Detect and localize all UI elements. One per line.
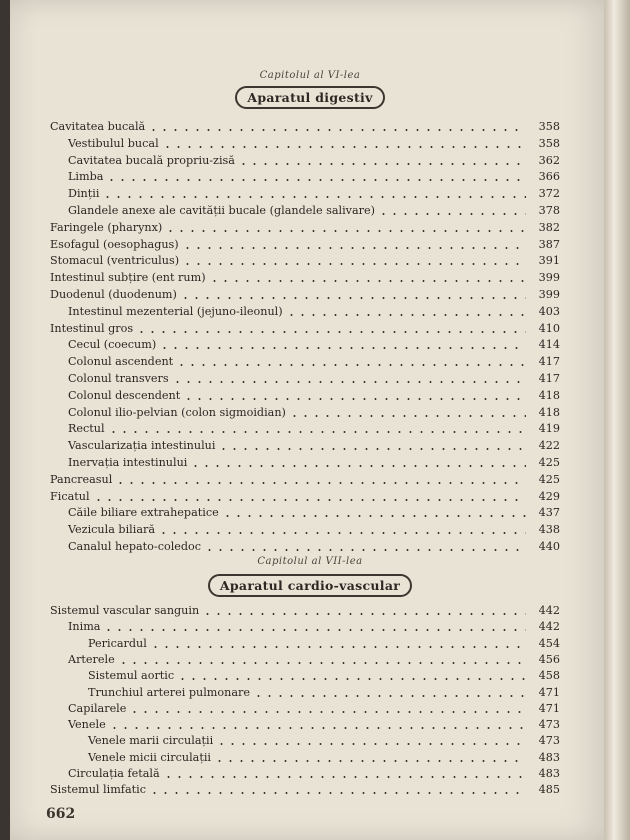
toc-entry-title: Colonul transvers — [68, 372, 169, 385]
toc-entry — [50, 320, 560, 336]
toc-entry-page: 471 — [538, 685, 560, 699]
toc-entry-title: Venele marii circulații — [88, 734, 214, 748]
toc-entry-page: 414 — [538, 338, 560, 352]
toc-entry — [50, 152, 560, 168]
toc-entry — [50, 202, 560, 218]
toc-entry — [50, 236, 560, 252]
toc-entry-title: Faringele (pharynx) — [50, 220, 163, 234]
toc-entry-page: 471 — [538, 701, 560, 715]
toc-entry — [50, 602, 560, 618]
dot-leader — [118, 655, 526, 665]
dot-leader — [177, 671, 526, 681]
toc-entry-page: 399 — [538, 271, 560, 285]
toc-entry-title: Venele — [68, 718, 106, 732]
toc-entry — [50, 667, 560, 683]
toc-entry-title: Vestibulul bucal — [68, 136, 159, 150]
toc-entry-title: Capilarele — [68, 701, 127, 715]
dot-leader — [162, 139, 526, 149]
toc-entry — [50, 353, 560, 369]
toc-entry — [50, 488, 560, 504]
toc-entry — [50, 437, 560, 453]
dot-leader — [149, 785, 526, 795]
toc-entry-page: 458 — [538, 669, 560, 683]
dot-leader — [109, 720, 526, 730]
toc-entry-title: Colonul ascendent — [68, 355, 174, 369]
dot-leader — [150, 639, 526, 649]
toc-entry — [50, 420, 560, 436]
toc-entry-page: 391 — [538, 254, 560, 268]
toc-entry — [50, 618, 560, 634]
toc-entry-title: Intestinul subțire (ent rum) — [50, 271, 206, 285]
chapter-7-title-text: Aparatul cardio-vascular — [208, 574, 412, 597]
toc-entry-page: 440 — [538, 540, 560, 553]
toc-entry-page: 483 — [538, 767, 560, 780]
dot-leader — [183, 391, 526, 401]
toc-entry — [50, 118, 560, 134]
toc-entry-title: Rectul — [68, 422, 105, 436]
toc-entry-title: Stomacul (ventriculus) — [50, 254, 180, 268]
toc-entry-page: 417 — [538, 372, 560, 385]
dot-leader — [204, 542, 526, 552]
toc-entry-page: 419 — [538, 422, 560, 436]
toc-entry — [50, 538, 560, 554]
chapter-6-title — [10, 86, 610, 109]
toc-entry — [50, 765, 560, 781]
toc-entry — [50, 185, 560, 201]
chapter-7-label: Capitolul al VII-lea — [257, 556, 363, 567]
page-edge — [604, 0, 630, 840]
chapter-6-title-text: Aparatul digestiv — [235, 86, 384, 109]
toc-entry — [50, 168, 560, 184]
toc-entry-page: 454 — [538, 636, 560, 650]
toc-entry — [50, 252, 560, 268]
toc-entry-page: 387 — [538, 237, 560, 251]
toc-entry — [50, 732, 560, 748]
toc-entry-title: Cecul (coecum) — [68, 338, 157, 352]
toc-entry-page: 425 — [538, 456, 560, 469]
toc-entry-page: 382 — [538, 220, 560, 234]
toc-entry-title: Sistemul vascular sanguin — [50, 604, 200, 617]
toc-entry-title: Pancreasul — [50, 472, 113, 486]
dot-leader — [93, 492, 526, 502]
dot-leader — [136, 324, 526, 334]
toc-entry — [50, 370, 560, 386]
dot-leader — [289, 408, 526, 418]
toc-entry-title: Limba — [68, 170, 104, 184]
toc-entry-page: 485 — [538, 783, 560, 797]
dot-leader — [182, 256, 526, 266]
dot-leader — [102, 189, 526, 199]
toc-entry-page: 410 — [538, 321, 560, 335]
book-page — [10, 0, 610, 840]
toc-entry — [50, 716, 560, 732]
dot-leader — [218, 441, 526, 451]
dot-leader — [106, 172, 526, 182]
toc-entry-page: 473 — [538, 718, 560, 732]
toc-entry-title: Inima — [68, 620, 101, 634]
toc-entry-page: 418 — [538, 388, 560, 402]
toc-entry-title: Colonul descendent — [68, 388, 181, 402]
toc-entry-title: Intestinul mezenterial (jejuno-ileonul) — [68, 304, 283, 318]
toc-entry-page: 425 — [538, 472, 560, 486]
toc-entry-page: 403 — [538, 304, 560, 318]
toc-entry-page: 366 — [538, 170, 560, 184]
toc-entry — [50, 286, 560, 302]
toc-entry-title: Trunchiul arterei pulmonare — [88, 685, 250, 699]
dot-leader — [216, 736, 526, 746]
toc-entry-page: 429 — [538, 489, 560, 503]
toc-entry — [50, 749, 560, 765]
toc-entry-title: Cavitatea bucală — [50, 120, 146, 133]
toc-entry-title: Cavitatea bucală propriu-zisă — [68, 153, 235, 167]
toc-entry-title: Inervația intestinului — [68, 456, 188, 469]
toc-entry-page: 372 — [538, 187, 560, 201]
toc-entry — [50, 336, 560, 352]
toc-entry-page: 473 — [538, 734, 560, 748]
toc-entry-title: Dinții — [68, 187, 100, 201]
toc-entry-page: 442 — [538, 604, 560, 617]
toc-entry-title: Venele micii circulații — [88, 750, 211, 764]
dot-leader — [190, 458, 526, 468]
toc-entry-page: 417 — [538, 355, 560, 369]
toc-entry — [50, 454, 560, 470]
toc-entry — [50, 387, 560, 403]
toc-entry-page: 422 — [538, 439, 560, 453]
chapter-6-label: Capitolul al VI-lea — [259, 70, 361, 81]
toc-entry — [50, 135, 560, 151]
dot-leader — [165, 223, 526, 233]
toc-entry-page: 378 — [538, 204, 560, 217]
dot-leader — [158, 525, 526, 535]
dot-leader — [163, 769, 526, 779]
toc-entry-page: 437 — [538, 506, 560, 520]
dot-leader — [180, 290, 526, 300]
toc-entry — [50, 781, 560, 797]
dot-leader — [214, 753, 526, 763]
toc-entry-title: Sistemul aortic — [88, 669, 175, 683]
toc-entry-title: Vascularizația intestinului — [68, 439, 216, 453]
dot-leader — [182, 240, 526, 250]
toc-entry-title: Sistemul limfatic — [50, 783, 146, 797]
toc-entry-title: Duodenul (duodenum) — [50, 288, 177, 301]
dot-leader — [176, 357, 526, 367]
toc-entry-title: Arterele — [68, 652, 115, 666]
toc-entry-title: Colonul ilio-pelvian (colon sigmoidian) — [68, 405, 286, 419]
dot-leader — [286, 307, 526, 317]
toc-entry — [50, 219, 560, 235]
toc-entry-page: 418 — [538, 405, 560, 419]
dot-leader — [108, 424, 526, 434]
toc-entry — [50, 684, 560, 700]
dot-leader — [103, 622, 526, 632]
dot-leader — [172, 374, 526, 384]
dot-leader — [159, 340, 526, 350]
toc-entry-title: Căile biliare extrahepatice — [68, 506, 219, 520]
toc-entry — [50, 471, 560, 487]
dot-leader — [129, 704, 526, 714]
toc-entry-title: Canalul hepato-coledoc — [68, 540, 202, 553]
toc-entry-page: 358 — [538, 136, 560, 150]
toc-entry — [50, 700, 560, 716]
toc-entry-page: 362 — [538, 153, 560, 167]
toc-entry-page: 438 — [538, 523, 560, 537]
toc-entry-title: Intestinul gros — [50, 321, 134, 335]
toc-entry — [50, 404, 560, 420]
dot-leader — [222, 508, 526, 518]
toc-entry-title: Pericardul — [88, 636, 147, 650]
dot-leader — [209, 273, 526, 283]
toc-entry — [50, 651, 560, 667]
toc-entry-title: Vezicula biliară — [68, 523, 156, 537]
toc-entry-page: 358 — [538, 120, 560, 133]
dot-leader — [115, 475, 526, 485]
toc-entry-title: Circulația fetală — [68, 767, 160, 780]
toc-entry — [50, 269, 560, 285]
toc-entry-page: 483 — [538, 750, 560, 764]
toc-entry-title: Esofagul (oesophagus) — [50, 237, 179, 251]
dot-leader — [378, 206, 526, 216]
toc-entry — [50, 303, 560, 319]
chapter-7-title — [10, 574, 610, 597]
toc-entry-page: 442 — [538, 620, 560, 634]
toc-entry-title: Ficatul — [50, 489, 90, 503]
toc-entry — [50, 521, 560, 537]
toc-entry-page: 456 — [538, 652, 560, 666]
toc-entry — [50, 504, 560, 520]
dot-leader — [202, 606, 526, 616]
toc-entry — [50, 635, 560, 651]
dot-leader — [253, 688, 526, 698]
dot-leader — [148, 122, 526, 132]
toc-entry-title: Glandele anexe ale cavității bucale (glandele salivare) — [68, 204, 376, 217]
page-number: 662 — [46, 806, 76, 822]
dot-leader — [238, 156, 526, 166]
toc-entry-page: 399 — [538, 288, 560, 301]
